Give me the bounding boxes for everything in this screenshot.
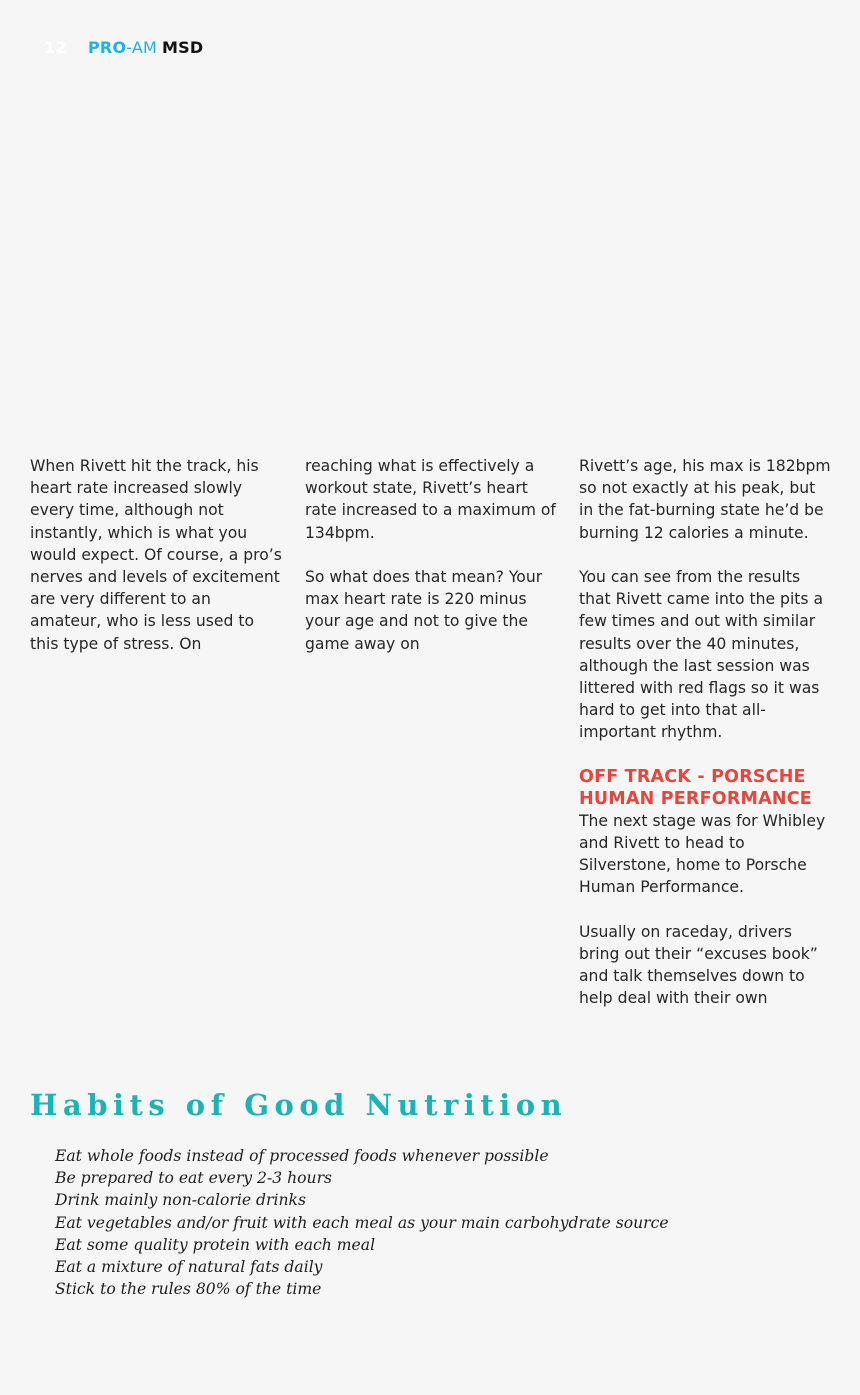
article-column-1 xyxy=(30,455,282,655)
section-subheading: OFF TRACK - PORSCHE HUMAN PERFORMANCE xyxy=(579,766,812,809)
article-paragraph: When Rivett hit the track, his heart rate increased slowly every time, although not instantly, which is what you would expect. Of course, a pro’s nerves and levels of excitement are very different to an amateur, who is less used to this type of stress. On xyxy=(30,457,282,653)
article-paragraph: Usually on raceday, drivers bring out their “excuses book” and talk themselves down to help deal with their own xyxy=(579,922,818,1008)
nutrition-item: Eat some quality protein with each meal xyxy=(55,1235,376,1254)
article-paragraph: reaching what is effectively a workout state, Rivett’s heart rate increased to a maximum of 134bpm. xyxy=(305,457,556,542)
article-paragraph: So what does that mean? Your max heart rate is 220 minus your age and not to give the game away on xyxy=(305,568,543,653)
article-paragraph: The next stage was for Whibley and Rivett to head to Silverstone, home to Porsche Human Performance. xyxy=(579,811,826,897)
page-number: 12 xyxy=(44,37,67,57)
article-paragraph: You can see from the results that Rivett came into the pits a few times and out with similar results over the 40 minutes, although the last session was littered with red flags so it was hard to get into that all-important rhythm. xyxy=(579,568,824,742)
nutrition-item: Be prepared to eat every 2-3 hours xyxy=(55,1169,333,1188)
nutrition-item: Eat a mixture of natural fats daily xyxy=(55,1258,323,1277)
article-paragraph: Rivett’s age, his max is 182bpm so not exactly at his peak, but in the fat-burning state he’d be burning 12 calories a minute. xyxy=(579,457,831,542)
brand-msd: MSD xyxy=(162,37,204,57)
brand-pro: PRO xyxy=(88,37,127,57)
nutrition-item: Drink mainly non-calorie drinks xyxy=(55,1191,306,1210)
article-column-3 xyxy=(579,455,831,1009)
nutrition-list xyxy=(55,1145,669,1300)
nutrition-item: Eat vegetables and/or fruit with each meal as your main carbohydrate source xyxy=(55,1213,669,1232)
nutrition-item: Eat whole foods instead of processed foods whenever possible xyxy=(55,1147,549,1165)
article-column-2 xyxy=(305,455,557,655)
nutrition-heading: Habits of Good Nutrition xyxy=(30,1088,568,1122)
brand-am: -AM xyxy=(126,37,158,57)
nutrition-item: Stick to the rules 80% of the time xyxy=(55,1280,322,1299)
page-header xyxy=(44,36,203,58)
